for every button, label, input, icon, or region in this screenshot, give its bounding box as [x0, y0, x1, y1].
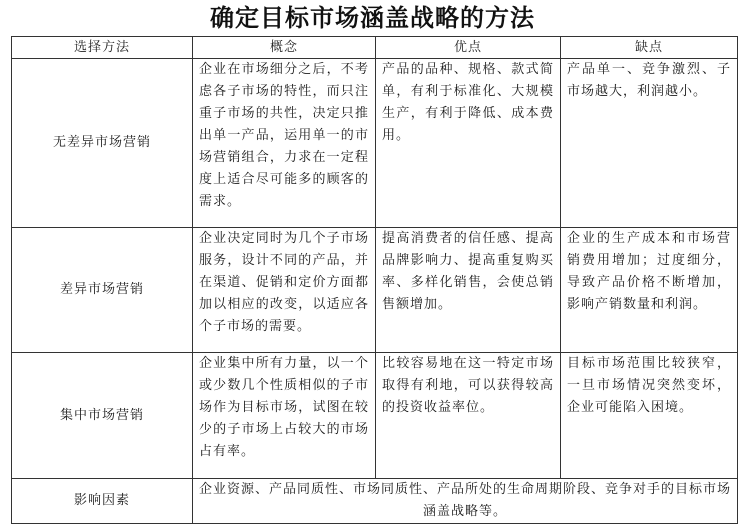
- concept-cell: 企业集中所有力量，以一个或少数几个性质相似的子市场作为目标市场，试图在较少的子市场上占较大的市场占有率。: [193, 353, 376, 479]
- strategy-table: [11, 36, 738, 524]
- table-row: [12, 353, 738, 479]
- method-cell: 无差异市场营销: [12, 59, 193, 228]
- table-row: [12, 59, 738, 228]
- table-row: [12, 228, 738, 353]
- factors-value: 企业资源、产品同质性、市场同质性、产品所处的生命周期阶段、竞争对手的目标市场涵盖战略等。: [193, 479, 738, 524]
- advantages-cell: 比较容易地在这一特定市场取得有利地，可以获得较高的投资收益率位。: [376, 353, 561, 479]
- header-concept: 概念: [193, 37, 376, 59]
- method-cell: 集中市场营销: [12, 353, 193, 479]
- table-footer-row: [12, 479, 738, 524]
- disadvantages-cell: 目标市场范围比较狭窄，一旦市场情况突然变坏，企业可能陷入困境。: [561, 353, 738, 479]
- table-header-row: [12, 37, 738, 59]
- header-advantages: 优点: [376, 37, 561, 59]
- header-disadvantages: 缺点: [561, 37, 738, 59]
- advantages-cell: 产品的品种、规格、款式简单，有利于标准化、大规模生产，有利于降低、成本费用。: [376, 59, 561, 228]
- disadvantages-cell: 企业的生产成本和市场营销费用增加；过度细分，导致产品价格不断增加，影响产销数量和利润。: [561, 228, 738, 353]
- advantages-cell: 提高消费者的信任感、提高品牌影响力、提高重复购买率、多样化销售，会使总销售额增加。: [376, 228, 561, 353]
- method-cell: 差异市场营销: [12, 228, 193, 353]
- disadvantages-cell: 产品单一、竞争激烈、子市场越大，利润越小。: [561, 59, 738, 228]
- concept-cell: 企业决定同时为几个子市场服务，设计不同的产品，并在渠道、促销和定价方面都加以相应的改变，以适应各个子市场的需要。: [193, 228, 376, 353]
- header-method: 选择方法: [12, 37, 193, 59]
- page-title: 确定目标市场涵盖战略的方法: [210, 3, 535, 32]
- factors-label: 影响因素: [12, 479, 193, 524]
- concept-cell: 企业在市场细分之后，不考虑各子市场的特性，而只注重子市场的共性，决定只推出单一产品，运用单一的市场营销组合，力求在一定程度上适合尽可能多的顾客的需求。: [193, 59, 376, 228]
